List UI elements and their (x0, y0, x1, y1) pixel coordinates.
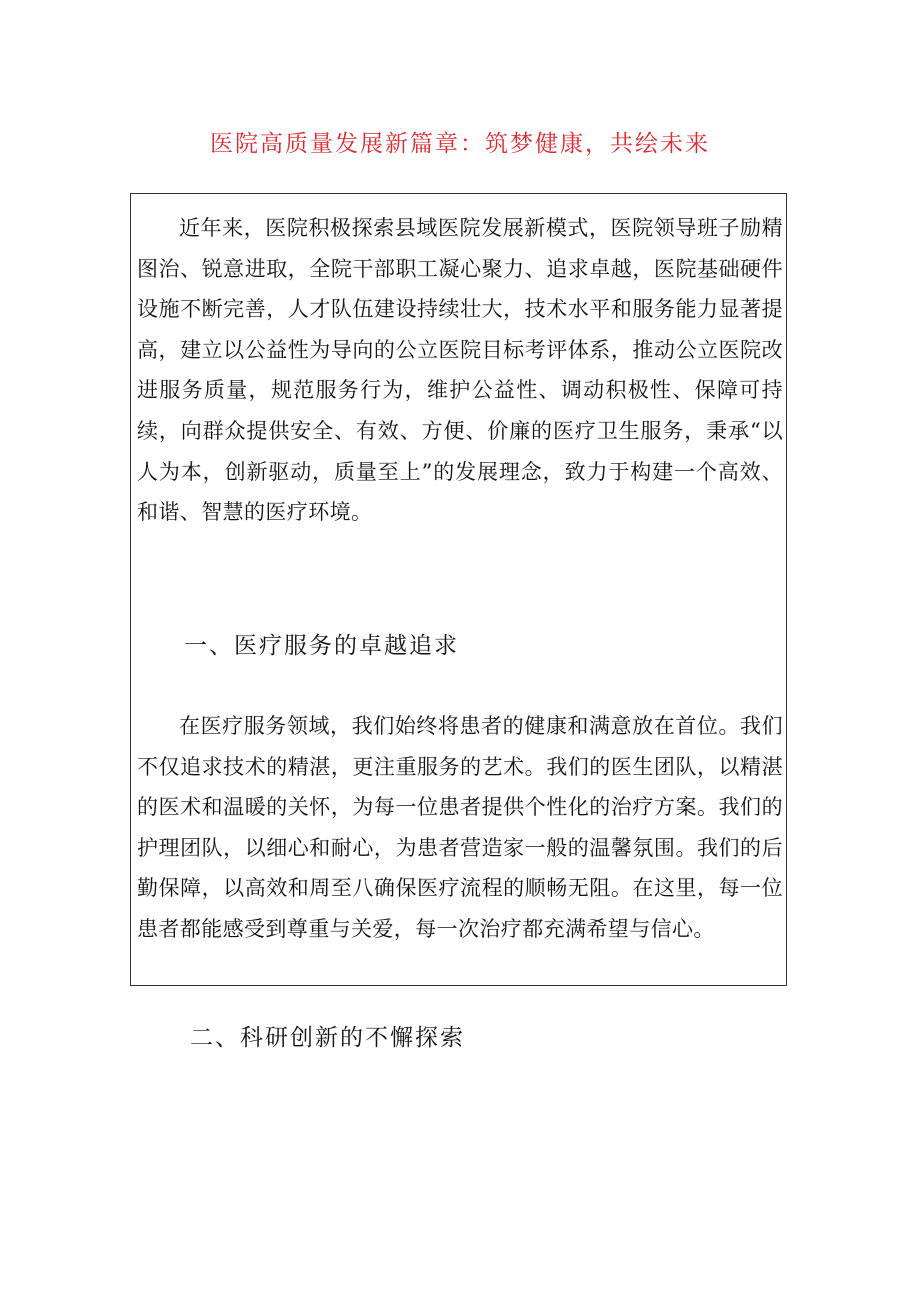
section-1-paragraph: 在医疗服务领域，我们始终将患者的健康和满意放在首位。我们不仅追求技术的精湛，更注重服务的艺术。我们的医生团队，以精湛的医术和温暖的关怀，为每一位患者提供个性化的治疗方案。我们的护理团队，以细心和耐心，为患者营造家一般的温馨氛围。我们的后勤保障，以高效和周至八确保医疗流程的顺畅无阻。在这里，每一位患者都能感受到尊重与关爱，每一次治疗都充满希望与信心。 (137, 714, 783, 941)
section-1-heading: 一、医疗服务的卓越追求 (184, 633, 459, 659)
intro-paragraph: 近年来，医院积极探索县域医院发展新模式，医院领导班子励精图治、锐意进取，全院干部职工凝心聚力、追求卓越，医院基础硬件设施不断完善，人才队伍建设持续壮大，技术水平和服务能力显著提高，建立以公益性为导向的公立医院目标考评体系，推动公立医院改进服务质量，规范服务行为，维护公益性、调动积极性、保障可持续，向群众提供安全、有效、方便、价廉的医疗卫生服务，秉承“以人为本，创新驱动，质量至上”的发展理念，致力于构建一个高效、和谐、智慧的医疗环境。 (137, 216, 783, 525)
bordered-content-box (130, 193, 787, 986)
document-title: 医院高质量发展新篇章：筑梦健康，共绘未来 (210, 131, 710, 157)
section-2-heading: 二、科研创新的不懈探索 (190, 1025, 465, 1051)
